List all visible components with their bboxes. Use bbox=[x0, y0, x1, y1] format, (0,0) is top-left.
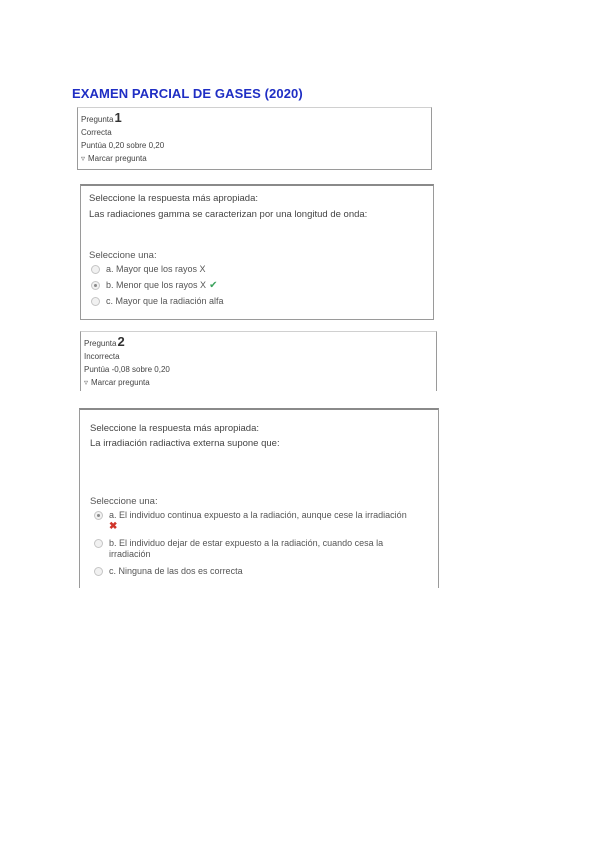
question-score: Puntúa -0,08 sobre 0,20 bbox=[84, 365, 170, 374]
incorrect-cross-icon: ✖ bbox=[109, 521, 118, 532]
flag-question-link[interactable] bbox=[81, 152, 431, 165]
answer-option-c[interactable] bbox=[94, 566, 243, 576]
question-label: Pregunta bbox=[84, 339, 117, 348]
answer-option-b[interactable] bbox=[91, 280, 217, 291]
answer-option-a[interactable] bbox=[94, 510, 419, 532]
question-label: Pregunta bbox=[81, 115, 114, 124]
radio-button-selected[interactable] bbox=[91, 281, 100, 290]
question-number: 1 bbox=[114, 110, 122, 125]
question-1-info bbox=[77, 107, 432, 170]
question-score: Puntúa 0,20 sobre 0,20 bbox=[81, 141, 165, 150]
option-label: b. Menor que los rayos X bbox=[106, 280, 207, 290]
answer-option-c[interactable] bbox=[91, 296, 224, 306]
radio-button[interactable] bbox=[91, 265, 100, 274]
radio-button[interactable] bbox=[91, 297, 100, 306]
correct-check-icon: ✔ bbox=[209, 280, 218, 291]
option-label: c. Mayor que la radiación alfa bbox=[106, 296, 224, 306]
flag-question-link[interactable] bbox=[84, 376, 436, 389]
flag-icon: ▿ bbox=[81, 154, 86, 163]
question-status: Correcta bbox=[81, 128, 112, 137]
radio-button-selected[interactable] bbox=[94, 511, 103, 520]
question-instruction: Seleccione la respuesta más apropiada: bbox=[90, 423, 259, 434]
question-2-panel bbox=[79, 408, 439, 588]
option-label: a. Mayor que los rayos X bbox=[106, 264, 206, 274]
flag-icon: ▿ bbox=[84, 378, 89, 387]
option-label: c. Ninguna de las dos es correcta bbox=[109, 566, 243, 576]
question-text: Las radiaciones gamma se caracterizan por una longitud de onda: bbox=[89, 209, 368, 220]
document-title: EXAMEN PARCIAL DE GASES (2020) bbox=[72, 86, 303, 101]
question-number: 2 bbox=[117, 334, 125, 349]
radio-button[interactable] bbox=[94, 539, 103, 548]
question-2-info bbox=[80, 331, 437, 391]
select-one-label: Seleccione una: bbox=[89, 250, 157, 261]
answer-option-a[interactable] bbox=[91, 264, 206, 274]
flag-question-label: Marcar pregunta bbox=[91, 378, 150, 387]
radio-button[interactable] bbox=[94, 567, 103, 576]
question-status: Incorrecta bbox=[84, 352, 120, 361]
answer-option-b[interactable] bbox=[94, 538, 419, 560]
option-label: b. El individuo dejar de estar expuesto a la radiación, cuando cesa la irradiación bbox=[109, 538, 384, 559]
question-1-panel bbox=[80, 184, 434, 320]
select-one-label: Seleccione una: bbox=[90, 496, 158, 507]
question-instruction: Seleccione la respuesta más apropiada: bbox=[89, 193, 258, 204]
flag-question-label: Marcar pregunta bbox=[88, 154, 147, 163]
question-text: La irradiación radiactiva externa supone que: bbox=[90, 438, 280, 449]
option-label: a. El individuo continua expuesto a la radiación, aunque cese la irradiación bbox=[109, 510, 407, 520]
